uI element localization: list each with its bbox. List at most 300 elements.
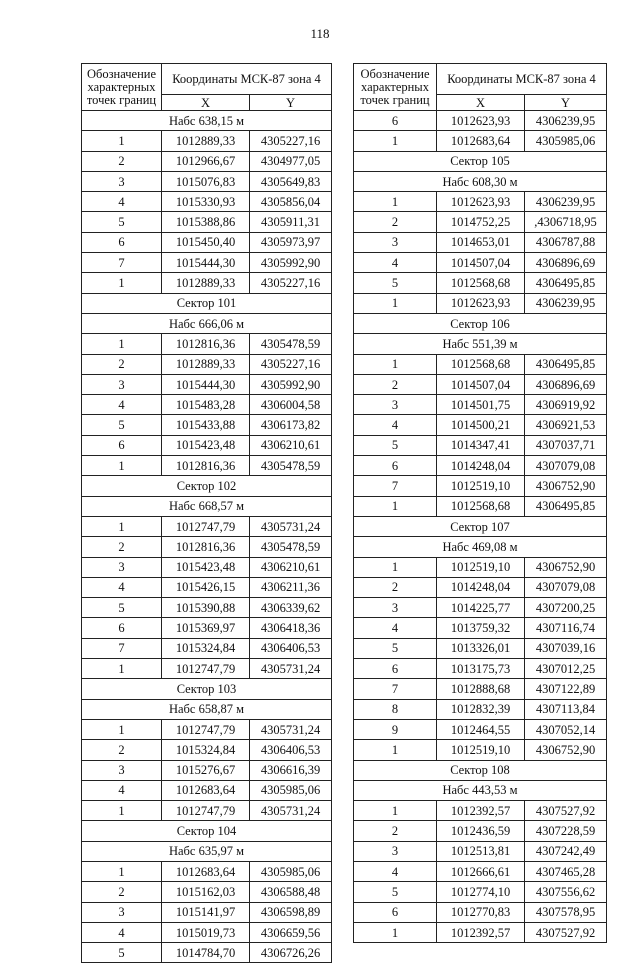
y-coordinate-cell: 4305973,97 (250, 232, 332, 252)
x-coordinate-cell: 1012888,68 (437, 679, 525, 699)
y-coordinate-cell: 4307012,25 (525, 659, 607, 679)
table-row (82, 131, 332, 151)
section-label-row (82, 496, 332, 516)
designation-header-line-2: характерных (361, 79, 429, 94)
y-coordinate-cell: 4305478,59 (250, 537, 332, 557)
table-row (354, 902, 607, 922)
point-number-cell: 3 (82, 902, 162, 922)
x-coordinate-cell: 1012683,64 (437, 131, 525, 151)
point-number-cell: 5 (354, 435, 437, 455)
table-row (354, 293, 607, 313)
y-column-header: Y (250, 95, 332, 111)
point-number-cell: 5 (82, 212, 162, 232)
x-coordinate-cell: 1015141,97 (162, 902, 250, 922)
x-coordinate-cell: 1012889,33 (162, 354, 250, 374)
y-coordinate-cell: 4306418,36 (250, 618, 332, 638)
table-row (354, 740, 607, 760)
x-coordinate-cell: 1012464,55 (437, 719, 525, 739)
section-label-row (82, 293, 332, 313)
point-number-cell: 1 (82, 456, 162, 476)
section-label: Сектор 102 (82, 476, 332, 496)
y-coordinate-cell: ,4306718,95 (525, 212, 607, 232)
table-row (354, 415, 607, 435)
x-coordinate-cell: 1015423,48 (162, 435, 250, 455)
y-coordinate-cell: 4307079,08 (525, 577, 607, 597)
point-number-cell: 5 (354, 273, 437, 293)
y-coordinate-cell: 4305731,24 (250, 516, 332, 536)
table-row (82, 354, 332, 374)
point-number-cell: 3 (82, 171, 162, 191)
x-coordinate-cell: 1012623,93 (437, 192, 525, 212)
x-coordinate-cell: 1015019,73 (162, 922, 250, 942)
point-number-cell: 1 (354, 293, 437, 313)
table-row (82, 598, 332, 618)
table-row (82, 557, 332, 577)
table-row (354, 212, 607, 232)
y-coordinate-cell: 4307052,14 (525, 719, 607, 739)
y-coordinate-cell: 4307465,28 (525, 861, 607, 881)
table-row (354, 719, 607, 739)
point-number-cell: 1 (354, 801, 437, 821)
point-number-cell: 4 (82, 780, 162, 800)
point-number-cell: 1 (82, 861, 162, 881)
y-coordinate-cell: 4306339,62 (250, 598, 332, 618)
point-number-cell: 3 (354, 395, 437, 415)
x-coordinate-cell: 1013759,32 (437, 618, 525, 638)
x-coordinate-cell: 1012683,64 (162, 861, 250, 881)
x-coordinate-cell: 1012568,68 (437, 273, 525, 293)
table-row (354, 111, 607, 131)
x-coordinate-cell: 1012747,79 (162, 801, 250, 821)
point-number-cell: 3 (354, 232, 437, 252)
section-label: Набс 666,06 м (82, 313, 332, 333)
point-number-cell: 1 (82, 334, 162, 354)
table-row (82, 232, 332, 252)
designation-header-line-1: Обозначение (360, 66, 430, 81)
point-number-cell: 2 (82, 740, 162, 760)
table-row (354, 354, 607, 374)
y-coordinate-cell: 4305985,06 (525, 131, 607, 151)
point-number-cell: 7 (82, 638, 162, 658)
section-label: Набс 551,39 м (354, 334, 607, 354)
x-coordinate-cell: 1012683,64 (162, 780, 250, 800)
designation-header (354, 64, 437, 111)
x-coordinate-cell: 1012436,59 (437, 821, 525, 841)
y-coordinate-cell: 4306239,95 (525, 293, 607, 313)
table-body-right (354, 111, 607, 943)
x-coordinate-cell: 1015426,15 (162, 577, 250, 597)
x-coordinate-cell: 1012770,83 (437, 902, 525, 922)
y-coordinate-cell: 4306406,53 (250, 638, 332, 658)
y-coordinate-cell: 4306616,39 (250, 760, 332, 780)
point-number-cell: 7 (354, 476, 437, 496)
table-row (82, 537, 332, 557)
x-coordinate-cell: 1012519,10 (437, 476, 525, 496)
y-coordinate-cell: 4306495,85 (525, 354, 607, 374)
table-row (82, 902, 332, 922)
table-row (82, 659, 332, 679)
y-coordinate-cell: 4305478,59 (250, 334, 332, 354)
x-coordinate-cell: 1014248,04 (437, 456, 525, 476)
x-coordinate-cell: 1013326,01 (437, 638, 525, 658)
x-coordinate-cell: 1012889,33 (162, 273, 250, 293)
y-coordinate-cell: 4305227,16 (250, 354, 332, 374)
y-coordinate-cell: 4306406,53 (250, 740, 332, 760)
point-number-cell: 2 (82, 537, 162, 557)
point-number-cell: 2 (354, 374, 437, 394)
y-coordinate-cell: 4306919,92 (525, 395, 607, 415)
table-row (82, 516, 332, 536)
section-label: Набс 638,15 м (82, 111, 332, 131)
designation-header-line-3: точек границ (86, 92, 157, 107)
x-coordinate-cell: 1012392,57 (437, 922, 525, 942)
y-column-header: Y (525, 95, 607, 111)
point-number-cell: 1 (354, 131, 437, 151)
y-coordinate-cell: 4305731,24 (250, 719, 332, 739)
y-coordinate-cell: 4306495,85 (525, 496, 607, 516)
table-row (82, 456, 332, 476)
table-row (82, 171, 332, 191)
table-row (354, 496, 607, 516)
point-number-cell: 1 (354, 192, 437, 212)
x-coordinate-cell: 1012623,93 (437, 111, 525, 131)
y-coordinate-cell: 4306726,26 (250, 943, 332, 963)
designation-header (82, 64, 162, 111)
x-coordinate-cell: 1012513,81 (437, 841, 525, 861)
table-row (354, 395, 607, 415)
x-coordinate-cell: 1012816,36 (162, 456, 250, 476)
table-row (354, 232, 607, 252)
designation-header-line-2: характерных (87, 79, 156, 94)
table-row (354, 679, 607, 699)
x-coordinate-cell: 1012889,33 (162, 131, 250, 151)
section-label-row (82, 111, 332, 131)
section-label-row (354, 760, 607, 780)
designation-header-line-1: Обозначение (86, 66, 157, 81)
section-label: Сектор 104 (82, 821, 332, 841)
section-label-row (82, 679, 332, 699)
x-coordinate-cell: 1014347,41 (437, 435, 525, 455)
y-coordinate-cell: 4306211,36 (250, 577, 332, 597)
point-number-cell: 5 (354, 882, 437, 902)
point-number-cell: 4 (354, 253, 437, 273)
y-coordinate-cell: 4306896,69 (525, 374, 607, 394)
point-number-cell: 1 (82, 273, 162, 293)
table-row (82, 374, 332, 394)
point-number-cell: 3 (82, 760, 162, 780)
x-coordinate-cell: 1015423,48 (162, 557, 250, 577)
x-coordinate-cell: 1014507,04 (437, 374, 525, 394)
point-number-cell: 6 (354, 659, 437, 679)
section-label-row (82, 821, 332, 841)
y-coordinate-cell: 4306896,69 (525, 253, 607, 273)
y-coordinate-cell: 4305731,24 (250, 659, 332, 679)
table-row (354, 861, 607, 881)
y-coordinate-cell: 4305649,83 (250, 171, 332, 191)
point-number-cell: 3 (354, 598, 437, 618)
point-number-cell: 4 (82, 922, 162, 942)
x-coordinate-cell: 1012568,68 (437, 354, 525, 374)
x-coordinate-cell: 1015433,88 (162, 415, 250, 435)
y-coordinate-cell: 4305985,06 (250, 861, 332, 881)
x-coordinate-cell: 1012519,10 (437, 557, 525, 577)
section-label: Сектор 108 (354, 760, 607, 780)
x-coordinate-cell: 1015324,84 (162, 638, 250, 658)
point-number-cell: 6 (82, 435, 162, 455)
x-coordinate-cell: 1015483,28 (162, 395, 250, 415)
y-coordinate-cell: 4307122,89 (525, 679, 607, 699)
designation-header-line-3: точек границ (360, 92, 430, 107)
point-number-cell: 1 (82, 801, 162, 821)
point-number-cell: 4 (354, 861, 437, 881)
table-row (82, 415, 332, 435)
table-row (354, 435, 607, 455)
point-number-cell: 5 (82, 943, 162, 963)
y-coordinate-cell: 4305227,16 (250, 273, 332, 293)
x-coordinate-cell: 1012747,79 (162, 659, 250, 679)
section-label: Сектор 101 (82, 293, 332, 313)
x-coordinate-cell: 1014225,77 (437, 598, 525, 618)
y-coordinate-cell: 4306173,82 (250, 415, 332, 435)
x-coordinate-cell: 1014501,75 (437, 395, 525, 415)
section-label: Набс 608,30 м (354, 171, 607, 191)
y-coordinate-cell: 4307527,92 (525, 922, 607, 942)
x-coordinate-cell: 1015330,93 (162, 192, 250, 212)
table-row (82, 395, 332, 415)
y-coordinate-cell: 4306752,90 (525, 740, 607, 760)
section-label: Сектор 107 (354, 516, 607, 536)
point-number-cell: 1 (82, 516, 162, 536)
point-number-cell: 1 (354, 354, 437, 374)
y-coordinate-cell: 4307116,74 (525, 618, 607, 638)
x-coordinate-cell: 1014500,21 (437, 415, 525, 435)
point-number-cell: 1 (354, 922, 437, 942)
table-row (354, 598, 607, 618)
point-number-cell: 9 (354, 719, 437, 739)
point-number-cell: 7 (82, 253, 162, 273)
coordinates-header: Координаты МСК-87 зона 4 (437, 64, 607, 95)
point-number-cell: 4 (354, 618, 437, 638)
point-number-cell: 6 (354, 111, 437, 131)
point-number-cell: 2 (354, 577, 437, 597)
point-number-cell: 1 (82, 131, 162, 151)
table-row (354, 821, 607, 841)
y-coordinate-cell: 4305985,06 (250, 780, 332, 800)
table-row (82, 638, 332, 658)
x-coordinate-cell: 1014752,25 (437, 212, 525, 232)
table-row (82, 760, 332, 780)
y-coordinate-cell: 4306239,95 (525, 111, 607, 131)
y-coordinate-cell: 4307578,95 (525, 902, 607, 922)
y-coordinate-cell: 4306659,56 (250, 922, 332, 942)
table-row (354, 801, 607, 821)
y-coordinate-cell: 4307037,71 (525, 435, 607, 455)
point-number-cell: 8 (354, 699, 437, 719)
table-row (82, 882, 332, 902)
x-coordinate-cell: 1012832,39 (437, 699, 525, 719)
table-row (354, 922, 607, 942)
x-coordinate-cell: 1012392,57 (437, 801, 525, 821)
point-number-cell: 3 (82, 374, 162, 394)
section-label-row (82, 476, 332, 496)
y-coordinate-cell: 4307039,16 (525, 638, 607, 658)
point-number-cell: 4 (82, 192, 162, 212)
point-number-cell: 2 (82, 151, 162, 171)
point-number-cell: 2 (82, 882, 162, 902)
x-coordinate-cell: 1015450,40 (162, 232, 250, 252)
y-coordinate-cell: 4306752,90 (525, 476, 607, 496)
section-label-row (354, 313, 607, 333)
table-row (354, 374, 607, 394)
table-row (82, 435, 332, 455)
y-coordinate-cell: 4306210,61 (250, 557, 332, 577)
x-coordinate-cell: 1015276,67 (162, 760, 250, 780)
section-label-row (354, 516, 607, 536)
x-coordinate-cell: 1015369,97 (162, 618, 250, 638)
section-label-row (354, 780, 607, 800)
section-label-row (354, 334, 607, 354)
y-coordinate-cell: 4306588,48 (250, 882, 332, 902)
y-coordinate-cell: 4306752,90 (525, 557, 607, 577)
x-column-header: X (162, 95, 250, 111)
point-number-cell: 7 (354, 679, 437, 699)
coordinates-table-left (81, 63, 332, 963)
x-coordinate-cell: 1014248,04 (437, 577, 525, 597)
x-coordinate-cell: 1015162,03 (162, 882, 250, 902)
table-row (82, 740, 332, 760)
y-coordinate-cell: 4307200,25 (525, 598, 607, 618)
table-row (354, 638, 607, 658)
section-label: Набс 668,57 м (82, 496, 332, 516)
y-coordinate-cell: 4305478,59 (250, 456, 332, 476)
y-coordinate-cell: 4305911,31 (250, 212, 332, 232)
y-coordinate-cell: 4307079,08 (525, 456, 607, 476)
point-number-cell: 1 (82, 719, 162, 739)
y-coordinate-cell: 4305992,90 (250, 253, 332, 273)
section-label-row (82, 699, 332, 719)
point-number-cell: 4 (82, 395, 162, 415)
x-coordinate-cell: 1012747,79 (162, 516, 250, 536)
table-row (82, 780, 332, 800)
coordinates-table-right (353, 63, 607, 943)
x-coordinate-cell: 1012747,79 (162, 719, 250, 739)
point-number-cell: 6 (354, 902, 437, 922)
point-number-cell: 3 (82, 557, 162, 577)
x-coordinate-cell: 1012816,36 (162, 537, 250, 557)
point-number-cell: 6 (82, 618, 162, 638)
point-number-cell: 4 (82, 577, 162, 597)
y-coordinate-cell: 4306787,88 (525, 232, 607, 252)
table-body-left (82, 111, 332, 963)
point-number-cell: 2 (354, 821, 437, 841)
x-coordinate-cell: 1015444,30 (162, 374, 250, 394)
table-row (82, 151, 332, 171)
x-coordinate-cell: 1012666,61 (437, 861, 525, 881)
y-coordinate-cell: 4307556,62 (525, 882, 607, 902)
point-number-cell: 5 (354, 638, 437, 658)
table-row (82, 253, 332, 273)
point-number-cell: 6 (82, 232, 162, 252)
y-coordinate-cell: 4305731,24 (250, 801, 332, 821)
y-coordinate-cell: 4306495,85 (525, 273, 607, 293)
coordinates-header: Координаты МСК-87 зона 4 (162, 64, 332, 95)
y-coordinate-cell: 4305856,04 (250, 192, 332, 212)
x-coordinate-cell: 1015444,30 (162, 253, 250, 273)
table-row (82, 719, 332, 739)
table-row (82, 577, 332, 597)
point-number-cell: 2 (354, 212, 437, 232)
table-row (82, 192, 332, 212)
x-coordinate-cell: 1014653,01 (437, 232, 525, 252)
table-row (354, 273, 607, 293)
table-row (354, 618, 607, 638)
table-row (354, 557, 607, 577)
table-row (82, 618, 332, 638)
x-coordinate-cell: 1012519,10 (437, 740, 525, 760)
x-coordinate-cell: 1014784,70 (162, 943, 250, 963)
x-coordinate-cell: 1012774,10 (437, 882, 525, 902)
x-coordinate-cell: 1015324,84 (162, 740, 250, 760)
x-coordinate-cell: 1012966,67 (162, 151, 250, 171)
y-coordinate-cell: 4305992,90 (250, 374, 332, 394)
y-coordinate-cell: 4306598,89 (250, 902, 332, 922)
x-coordinate-cell: 1012568,68 (437, 496, 525, 516)
table-row (354, 476, 607, 496)
section-label: Набс 469,08 м (354, 537, 607, 557)
section-label-row (354, 537, 607, 557)
y-coordinate-cell: 4307242,49 (525, 841, 607, 861)
section-label-row (82, 841, 332, 861)
page-number: 118 (310, 26, 330, 41)
section-label-row (82, 313, 332, 333)
y-coordinate-cell: 4307527,92 (525, 801, 607, 821)
y-coordinate-cell: 4306210,61 (250, 435, 332, 455)
x-column-header: X (437, 95, 525, 111)
section-label: Набс 635,97 м (82, 841, 332, 861)
y-coordinate-cell: 4306004,58 (250, 395, 332, 415)
point-number-cell: 1 (354, 740, 437, 760)
table-row (354, 253, 607, 273)
table-row (354, 131, 607, 151)
table-row (354, 456, 607, 476)
y-coordinate-cell: 4306239,95 (525, 192, 607, 212)
point-number-cell: 6 (354, 456, 437, 476)
x-coordinate-cell: 1015390,88 (162, 598, 250, 618)
section-label: Набс 443,53 м (354, 780, 607, 800)
section-label-row (354, 151, 607, 171)
x-coordinate-cell: 1012623,93 (437, 293, 525, 313)
point-number-cell: 1 (354, 496, 437, 516)
table-row (354, 882, 607, 902)
table-row (82, 334, 332, 354)
section-label: Сектор 103 (82, 679, 332, 699)
x-coordinate-cell: 1015076,83 (162, 171, 250, 191)
table-row (82, 922, 332, 942)
point-number-cell: 1 (354, 557, 437, 577)
x-coordinate-cell: 1015388,86 (162, 212, 250, 232)
point-number-cell: 5 (82, 598, 162, 618)
section-label: Набс 658,87 м (82, 699, 332, 719)
section-label: Сектор 105 (354, 151, 607, 171)
point-number-cell: 2 (82, 354, 162, 374)
x-coordinate-cell: 1012816,36 (162, 334, 250, 354)
y-coordinate-cell: 4305227,16 (250, 131, 332, 151)
table-row (354, 192, 607, 212)
point-number-cell: 5 (82, 415, 162, 435)
y-coordinate-cell: 4306921,53 (525, 415, 607, 435)
point-number-cell: 1 (82, 659, 162, 679)
table-row (82, 861, 332, 881)
